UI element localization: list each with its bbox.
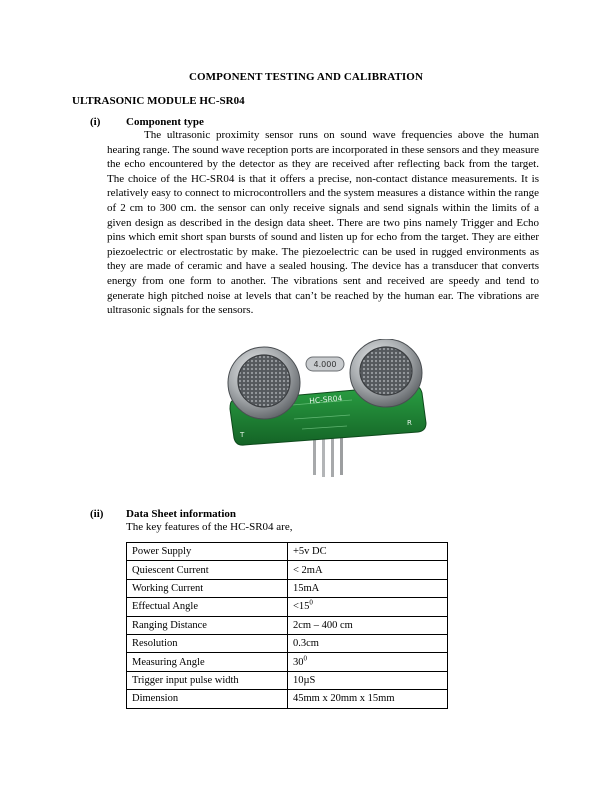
- table-cell-value: 2cm – 400 cm: [288, 616, 448, 634]
- receiver-transducer: [350, 339, 422, 407]
- table-cell-key: Working Current: [127, 579, 288, 597]
- section-1-title: Component type: [126, 116, 204, 128]
- component-description-paragraph: The ultrasonic proximity sensor runs on sound wave frequencies above the human hearing range. The sound wave reception ports are incorporated in these sensors and they measure the echo encountered by the detector as they are received after reflecting back from the target. The choice of the HC-SR04 is that it offers a precise, non-contact distance measurements. It is relatively easy to connect to microcontrollers and the system measures a distance within the range of 2 cm to 300 cm. the sensor can only receive signals and send signals within the limits of a given design as described in the design data sheet. There are two pins namely Trigger and Echo pins which emit short span bursts of sound and listen up for echo from the target. They are either piezoelectric or electrostatic by make. The piezoelectric can be used in rugged environments as they are made of ceramic and have a sealed housing. The device has a transducer that converts energy from one form to another. The vibrations sent and received are speedy and tend to generate high pitched noise at levels that can’t be reached by the human ear. The vibrations are ultrasonic signals for the sensors.: [107, 129, 540, 317]
- table-cell-key: Measuring Angle: [127, 653, 288, 671]
- table-row: [127, 634, 448, 652]
- degree-superscript: 0: [303, 654, 307, 663]
- document-title: COMPONENT TESTING AND CALIBRATION: [188, 71, 424, 83]
- table-cell-value-text: 30: [293, 656, 304, 668]
- table-cell-value: +5v DC: [288, 543, 448, 561]
- table-cell-value: 10µS: [288, 671, 448, 689]
- table-row: [127, 653, 448, 671]
- table-cell-value: < 2mA: [288, 561, 448, 579]
- degree-superscript: 0: [309, 598, 313, 607]
- table-cell-value: [288, 598, 448, 616]
- table-row: [127, 616, 448, 634]
- table-cell-value: 15mA: [288, 579, 448, 597]
- table-cell-key: Effectual Angle: [127, 598, 288, 616]
- board-label: HC-SR04: [308, 393, 343, 406]
- transmitter-transducer: [228, 347, 300, 419]
- table-row: [127, 690, 448, 708]
- section-1-number: (i): [90, 116, 101, 128]
- datasheet-intro: The key features of the HC-SR04 are,: [126, 521, 293, 533]
- table-cell-value: [288, 653, 448, 671]
- table-row: [127, 579, 448, 597]
- section-2-title: Data Sheet information: [126, 508, 236, 520]
- table-cell-key: Quiescent Current: [127, 561, 288, 579]
- module-heading: ULTRASONIC MODULE HC-SR04: [72, 95, 245, 107]
- table-cell-value: 45mm x 20mm x 15mm: [288, 690, 448, 708]
- table-cell-key: Dimension: [127, 690, 288, 708]
- transducer-r-label: R: [407, 419, 412, 427]
- table-row: [127, 561, 448, 579]
- datasheet-table: [126, 542, 448, 709]
- section-2-number: (ii): [90, 508, 104, 520]
- transducer-t-label: T: [240, 431, 245, 439]
- table-cell-key: Resolution: [127, 634, 288, 652]
- table-row: [127, 598, 448, 616]
- table-row: [127, 671, 448, 689]
- table-cell-value-text: <15: [293, 601, 310, 613]
- hc-sr04-sensor-photo: [222, 339, 428, 485]
- table-cell-key: Power Supply: [127, 543, 288, 561]
- crystal-label: 4.000: [313, 360, 337, 369]
- table-cell-key: Trigger input pulse width: [127, 671, 288, 689]
- table-row: [127, 543, 448, 561]
- table-cell-key: Ranging Distance: [127, 616, 288, 634]
- table-cell-value: 0.3cm: [288, 634, 448, 652]
